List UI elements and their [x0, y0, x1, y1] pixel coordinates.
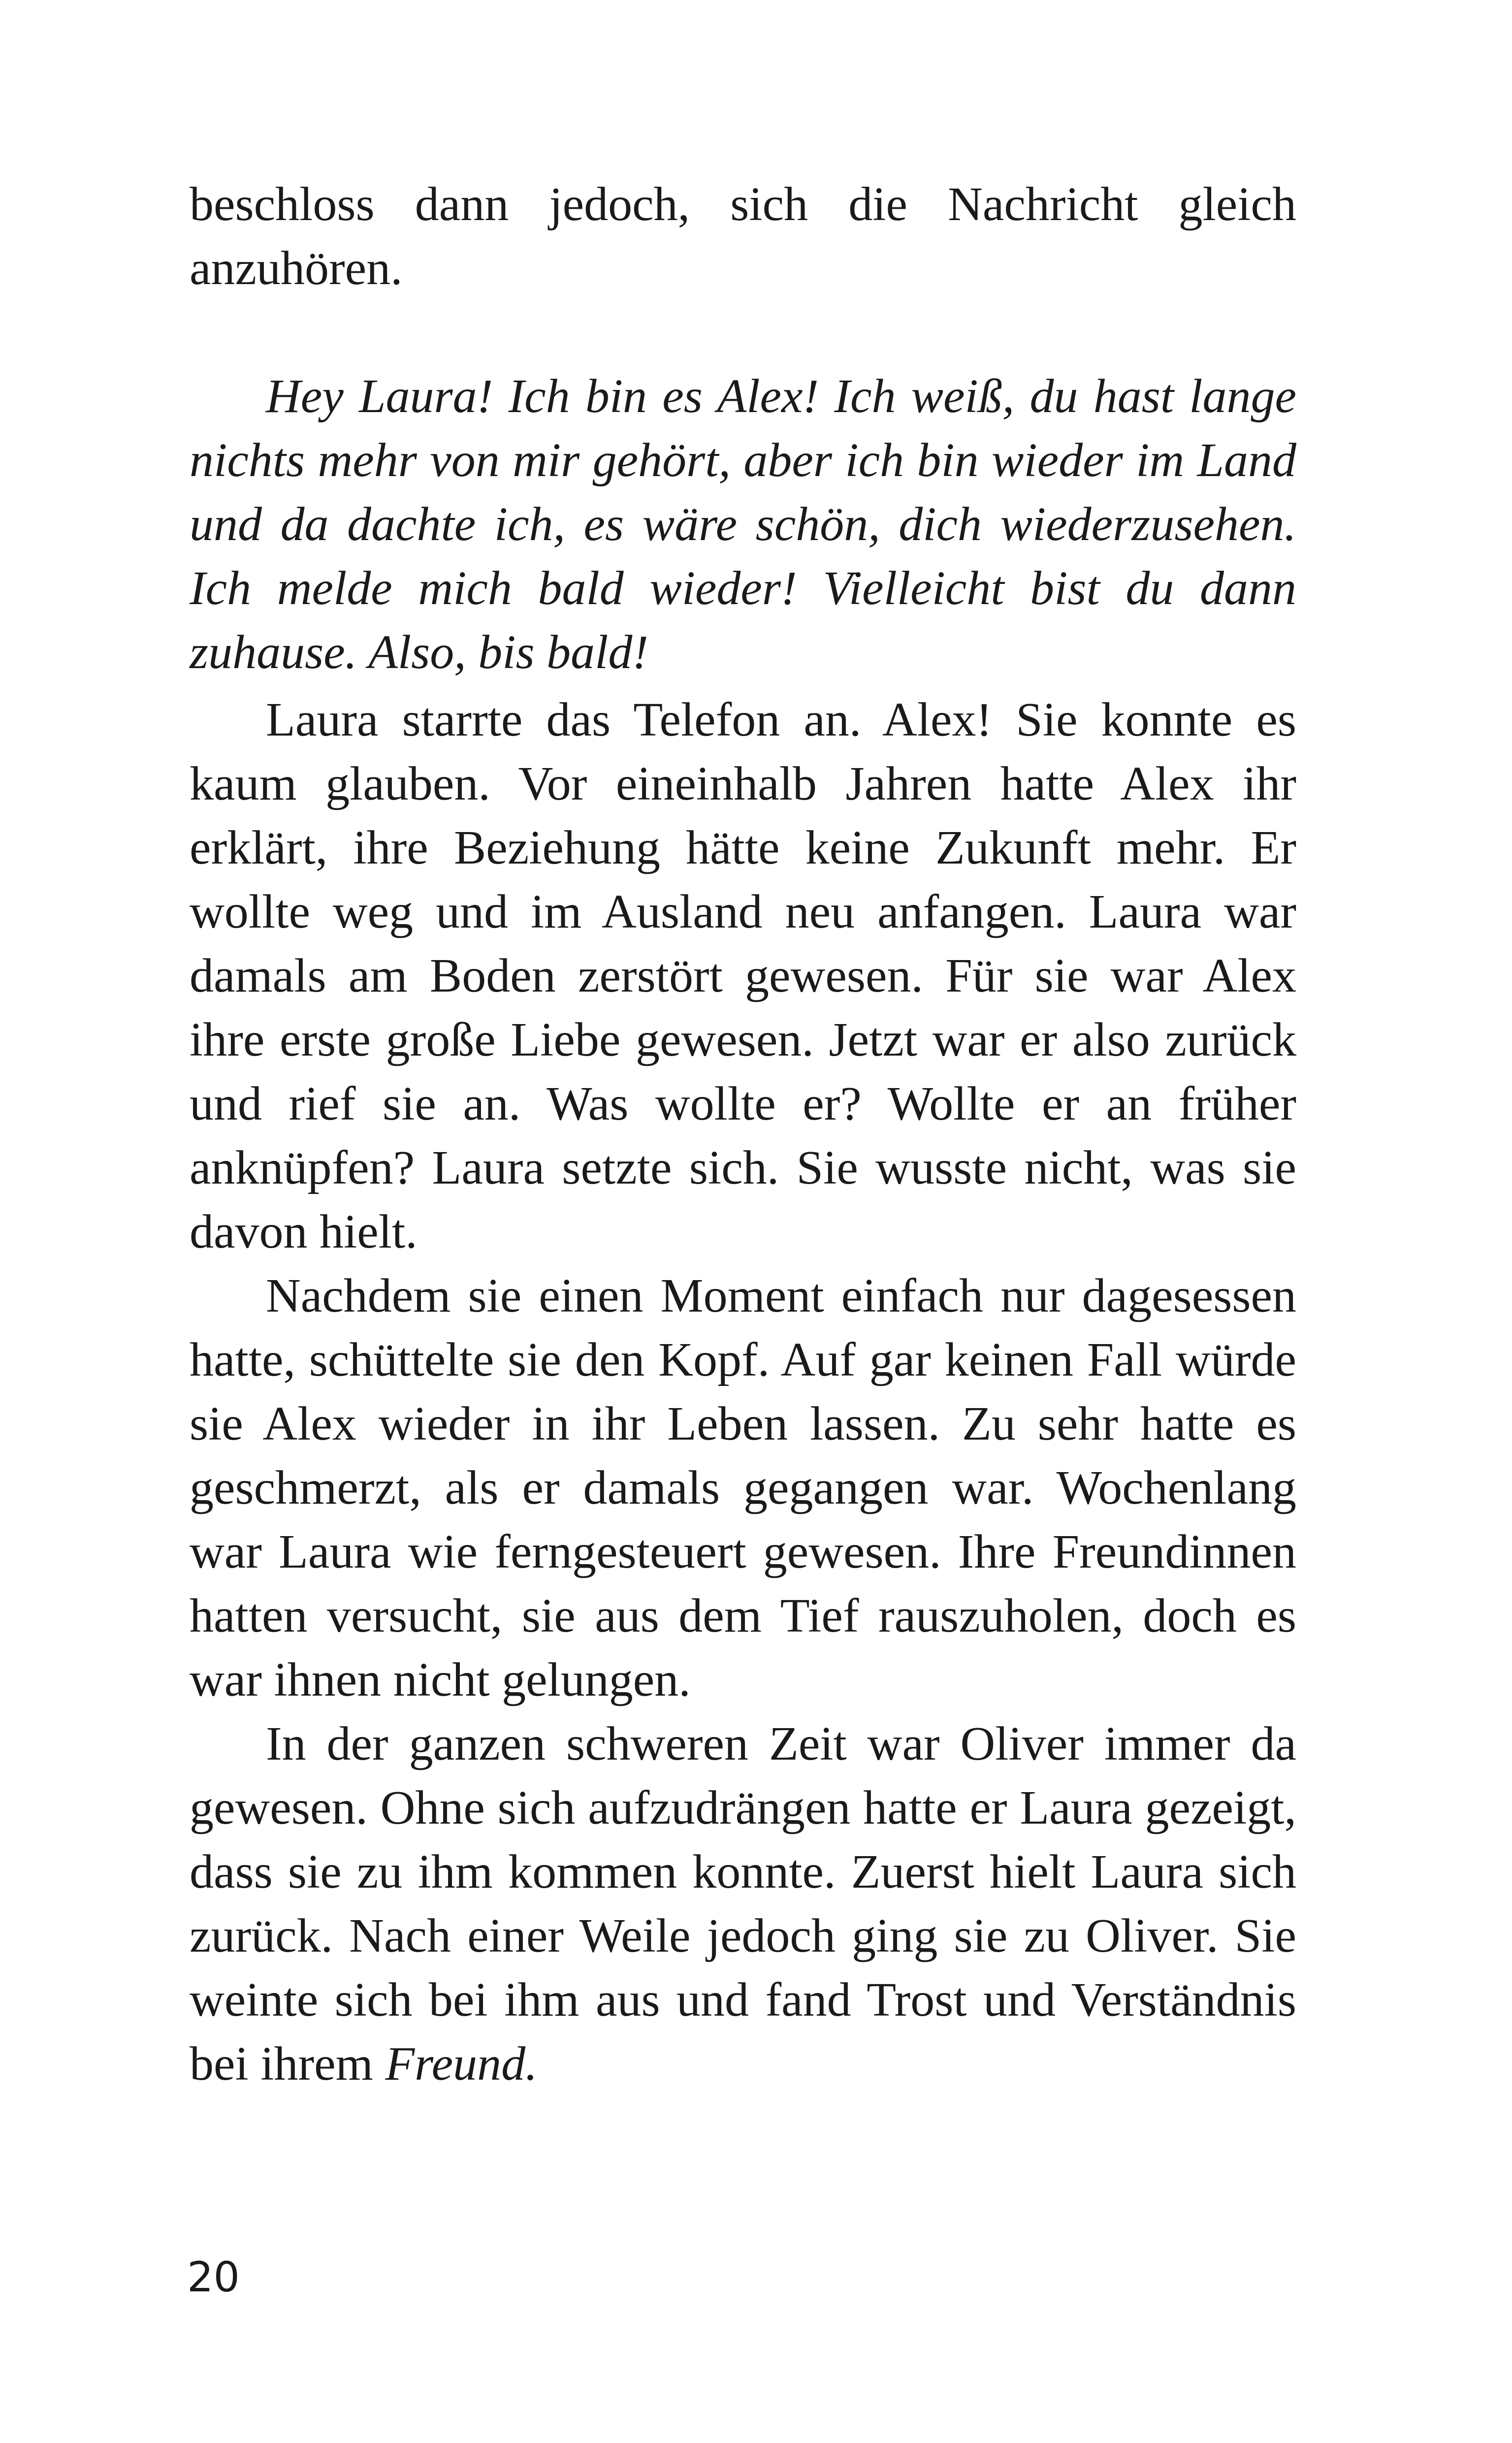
voicemail-text: Hey Laura! Ich bin es Alex! Ich weiß, du hast lange nichts mehr von mir gehört, aber ich bin wieder im Land und da dachte ich, es wäre schön, dich wiederzusehen. Ich melde mich bald wieder! Vielleicht bist du dann zuhause. Also, bis bald! [190, 370, 1296, 679]
continuation-text: beschloss dann jedoch, sich die Nachricht gleich anzuhören. [190, 178, 1296, 295]
paragraph-3-text: In der ganzen schweren Zeit war Oliver immer da gewesen. Ohne sich aufzudrängen hatte er Laura gezeigt, dass sie zu ihm kommen konnte. Zuerst hielt Laura sich zurück. Nach einer Weile jedoch ging sie zu Oliver. Sie weinte sich bei ihm aus und fand Trost und Verständnis bei ihrem [190, 1717, 1296, 2090]
page-number: 20 [187, 2253, 240, 2301]
body-paragraphs [190, 688, 1296, 2096]
voicemail-paragraph [190, 364, 1296, 684]
paragraph-3 [190, 1712, 1296, 2096]
paragraph-3-italic: Freund. [385, 2037, 538, 2090]
paragraph-1: Laura starrte das Telefon an. Alex! Sie konnte es kaum glauben. Vor eineinhalb Jahren hatte Alex ihr erklärt, ihre Beziehung hätte keine Zukunft mehr. Er wollte weg und im Ausland neu anfangen. Laura war damals am Boden zerstört gewesen. Für sie war Alex ihre erste große Liebe gewesen. Jetzt war er also zurück und rief sie an. Was wollte er? Wollte er an früher anknüpfen? Laura setzte sich. Sie wusste nicht, was sie davon hielt. [190, 693, 1296, 1258]
paragraph-2: Nachdem sie einen Moment einfach nur dagesessen hatte, schüttelte sie den Kopf. Auf gar keinen Fall würde sie Alex wieder in ihr Leben lassen. Zu sehr hatte es geschmerzt, als er damals gegangen war. Wochenlang war Laura wie ferngesteuert gewesen. Ihre Freundinnen hatten versucht, sie aus dem Tief rauszuholen, doch es war ihnen nicht gelungen. [190, 1269, 1296, 1706]
continuation-paragraph [190, 172, 1296, 300]
